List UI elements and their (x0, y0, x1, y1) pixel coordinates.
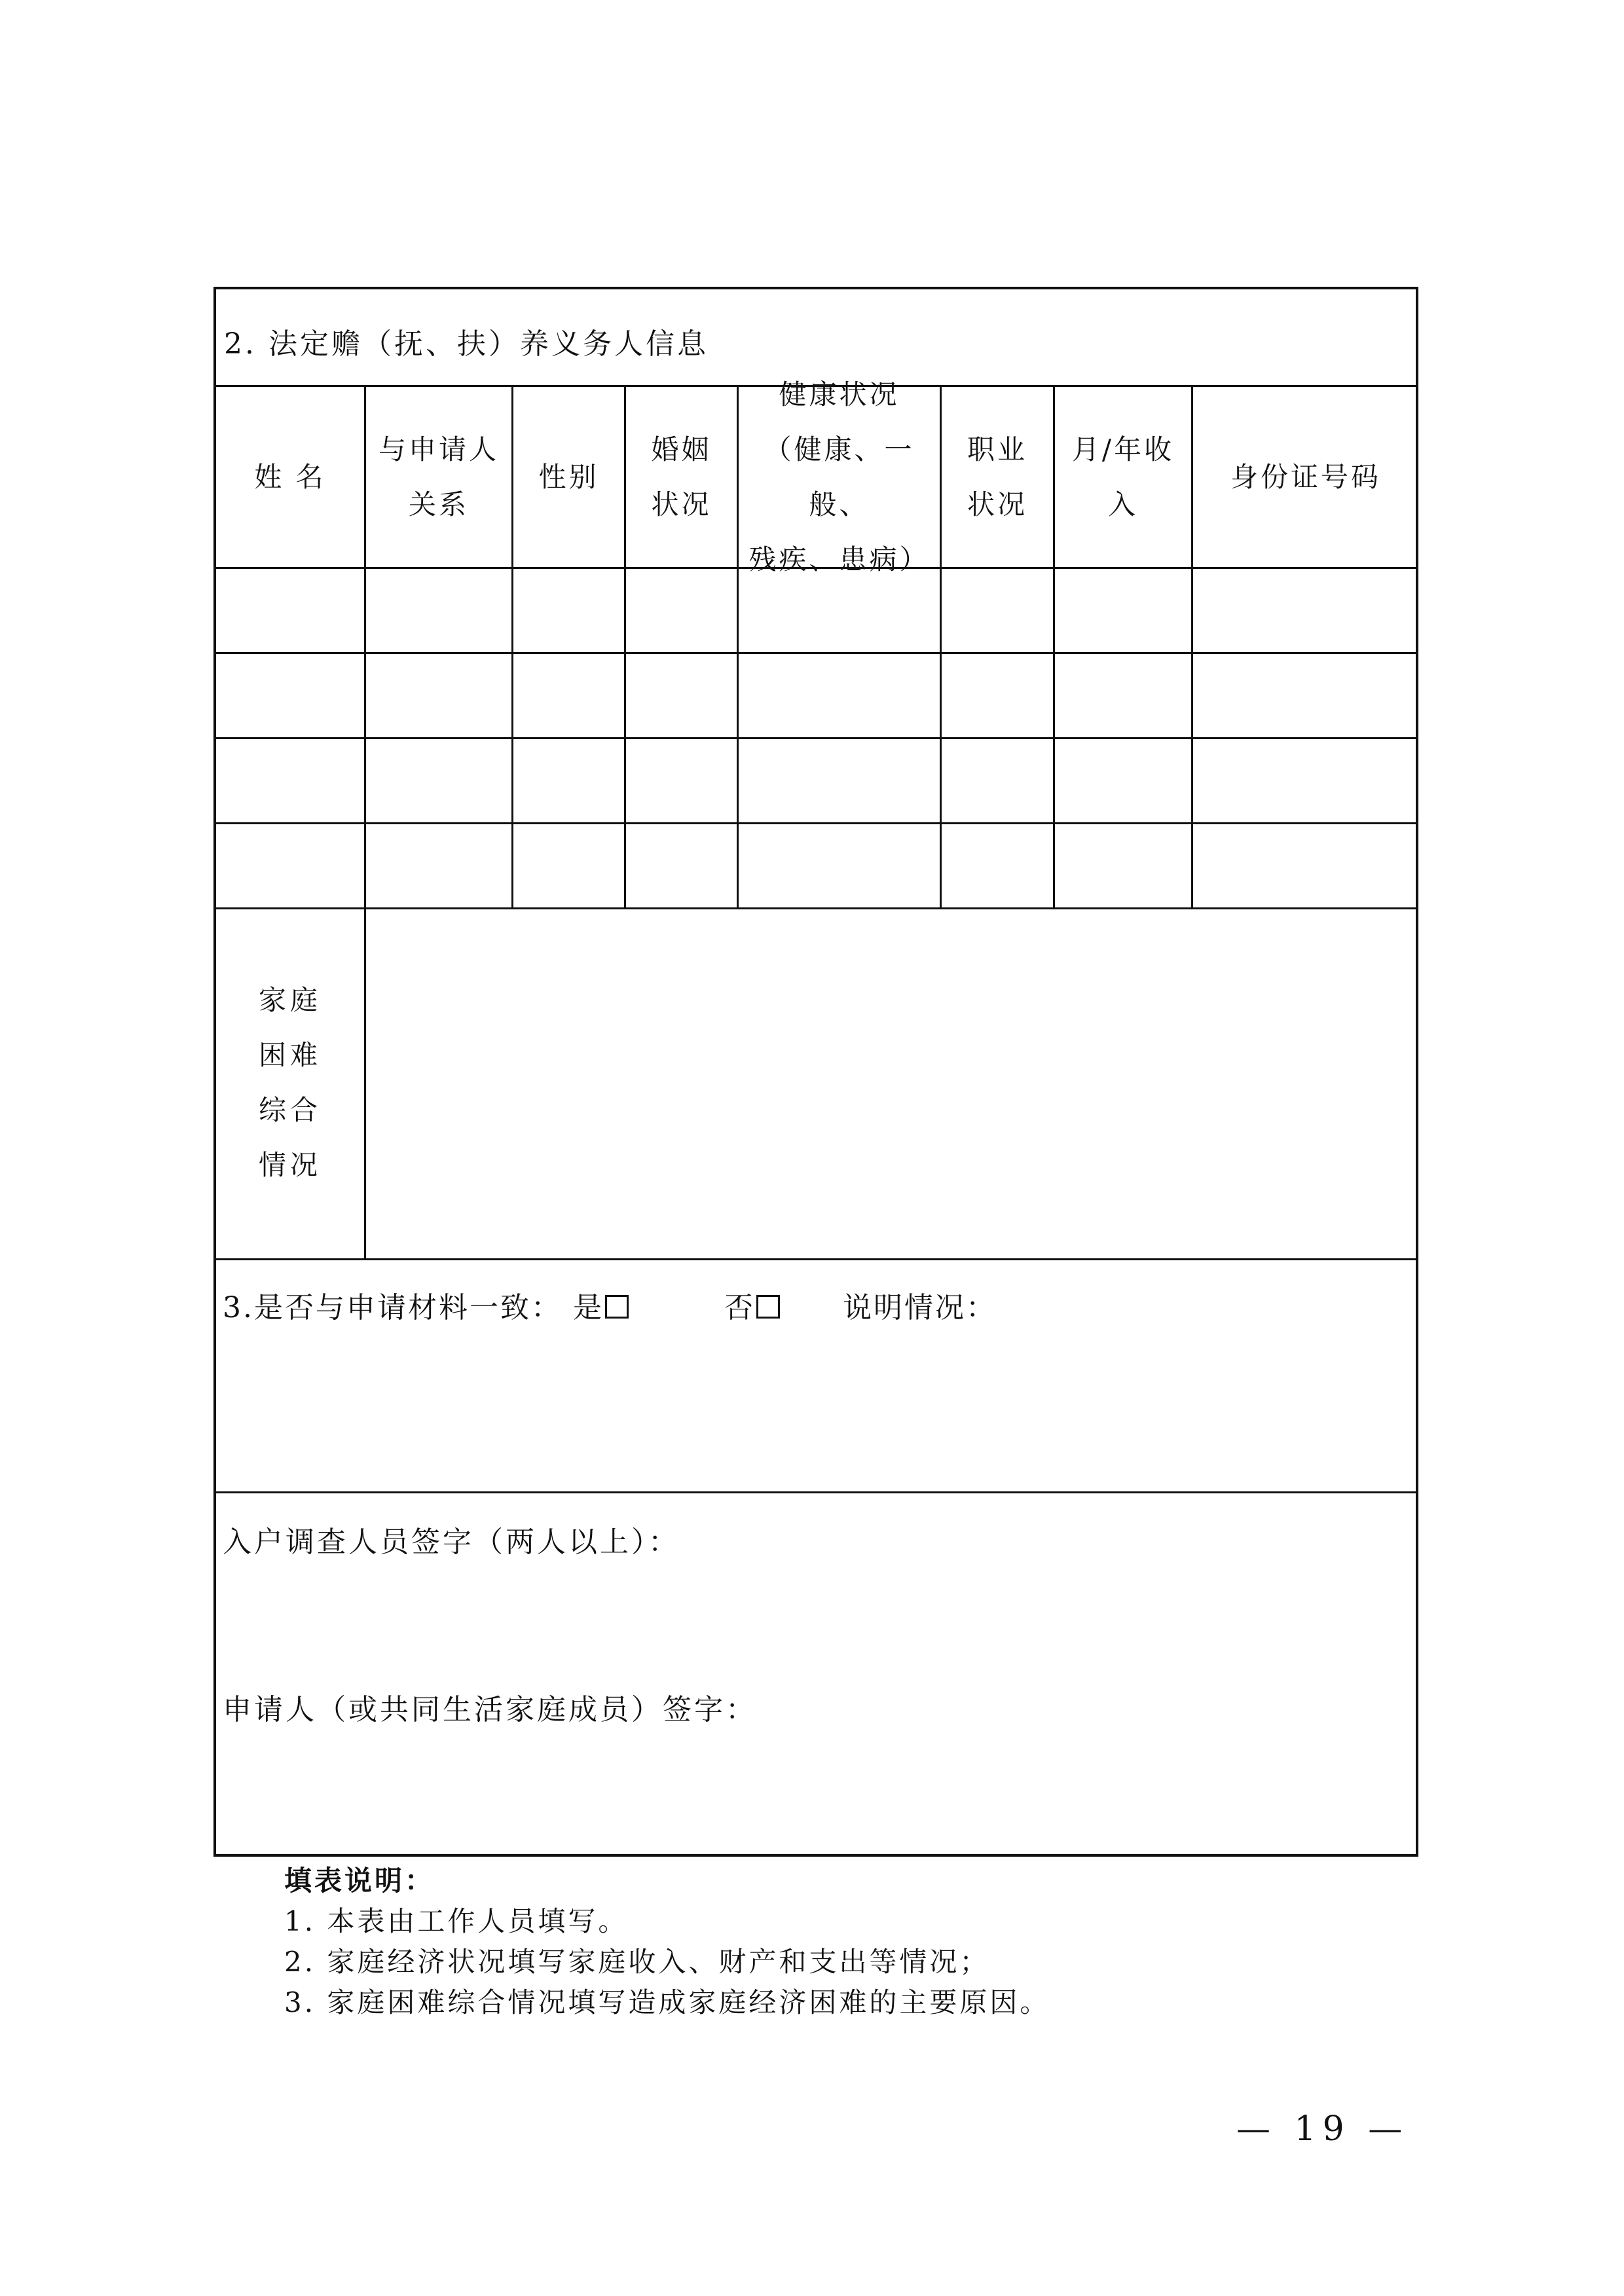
divider (216, 1258, 1418, 1260)
section2-title: 2. 法定赡（抚、扶）养义务人信息 (224, 327, 709, 361)
table-row[interactable] (216, 739, 1418, 822)
yes-label: 是 (572, 1291, 604, 1324)
note-item: 3. 家庭困难综合情况填写造成家庭经济困难的主要原因。 (284, 1986, 1050, 2018)
section3-explain-field[interactable] (216, 1337, 1418, 1491)
header-health-status: 健康状况 （健康、一般、 残疾、患病） (748, 378, 930, 575)
section3-line (223, 1291, 997, 1324)
no-label: 否 (724, 1291, 755, 1324)
header-relationship: 与申请人 关系 (378, 433, 499, 520)
applicant-sign-field[interactable] (216, 1734, 1418, 1851)
investigation-form (213, 287, 1418, 1857)
family-difficulty-label: 家庭 困难 综合 情况 (258, 984, 322, 1181)
note-item: 2. 家庭经济状况填写家庭收入、财产和支出等情况； (284, 1946, 990, 1978)
header-id-number: 身份证号码 (1230, 460, 1381, 493)
filling-notes (284, 1861, 1050, 2023)
yes-checkbox[interactable] (605, 1295, 629, 1319)
investigator-sign-label: 入户调查人员签字（两人以上）： (223, 1525, 680, 1559)
family-difficulty-field[interactable] (366, 909, 1418, 1258)
table-row[interactable] (216, 824, 1418, 907)
divider (216, 1491, 1418, 1493)
page-number: — 19 — (1236, 2109, 1409, 2149)
section3-prefix: 3.是否与申请材料一致： (223, 1291, 562, 1324)
header-income: 月/年收 入 (1071, 433, 1175, 520)
table-row[interactable] (216, 569, 1418, 652)
investigator-sign-field[interactable] (216, 1566, 1418, 1684)
notes-title: 填表说明： (284, 1865, 435, 1897)
header-name: 姓 名 (254, 460, 326, 493)
header-occupation: 职业 状况 (967, 433, 1027, 520)
applicant-sign-label: 申请人（或共同生活家庭成员）签字： (223, 1693, 757, 1726)
no-checkbox[interactable] (756, 1295, 780, 1319)
header-marital-status: 婚姻 状况 (651, 433, 712, 520)
note-item: 1. 本表由工作人员填写。 (284, 1905, 629, 1937)
explain-label: 说明情况： (842, 1291, 997, 1324)
table-row[interactable] (216, 654, 1418, 737)
header-gender: 性别 (538, 460, 599, 493)
